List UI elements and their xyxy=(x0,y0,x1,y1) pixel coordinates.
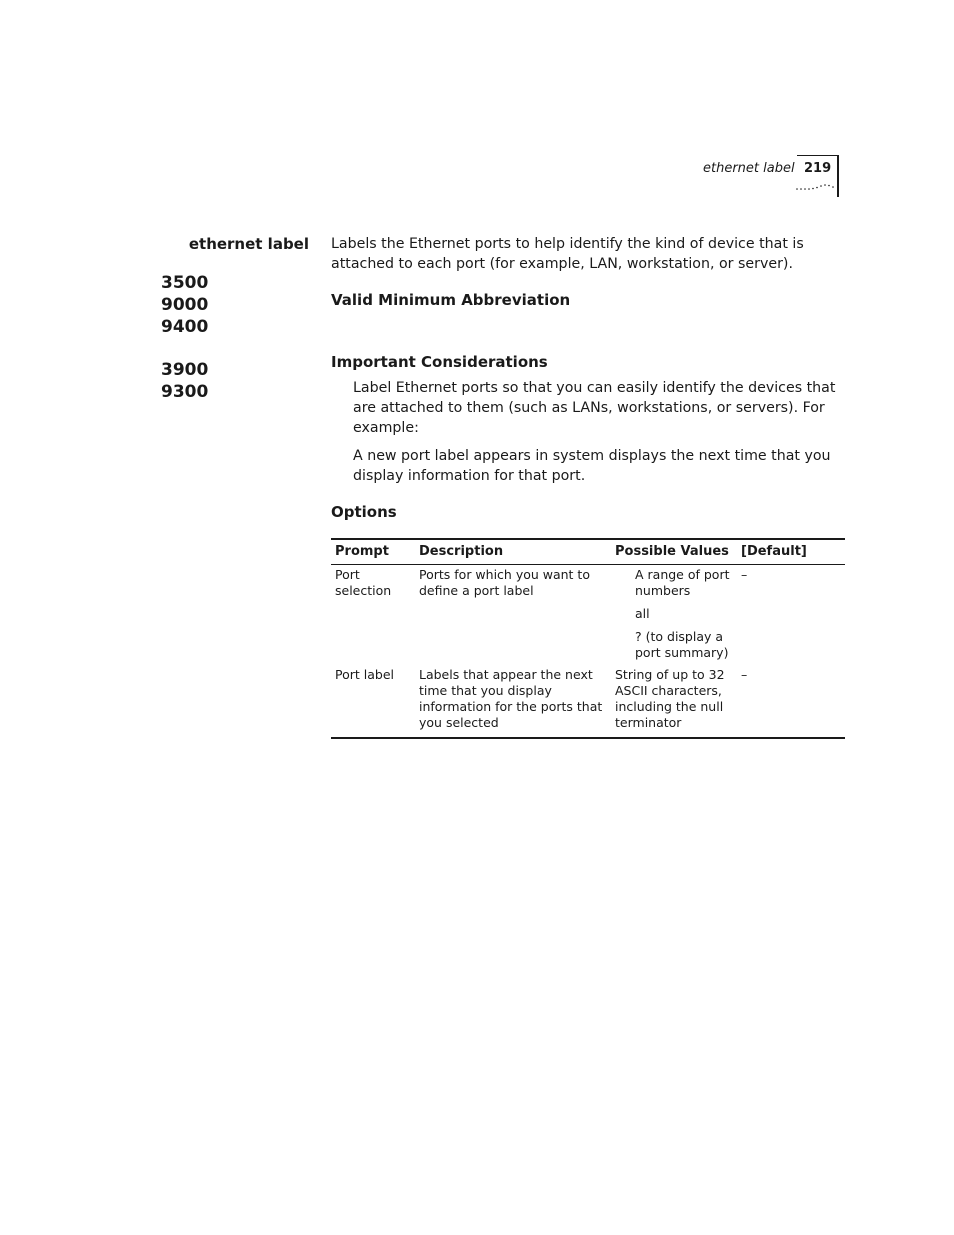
prompt-cell: Port selection xyxy=(335,567,392,598)
column-header: Possible Values xyxy=(611,539,737,565)
description-cell: Ports for which you want to define a port label xyxy=(419,567,590,598)
column-header: Description xyxy=(415,539,611,565)
page-number-frame-top xyxy=(797,155,839,156)
description-cell: Labels that appear the next time that you display information for the ports that you selected xyxy=(419,667,603,730)
valid-abbreviation-heading: Valid Minimum Abbreviation xyxy=(331,291,571,309)
options-table xyxy=(331,538,845,739)
platform-number: 3900 xyxy=(161,360,209,380)
decorative-dots-icon xyxy=(796,180,836,192)
platform-number: 9000 xyxy=(161,295,209,315)
default-cell: – xyxy=(741,567,748,582)
command-title: ethernet label xyxy=(188,235,309,253)
running-head: ethernet label xyxy=(703,161,795,176)
main-content xyxy=(331,234,845,739)
important-considerations-heading: Important Considerations xyxy=(331,353,548,371)
prompt-cell: Port label xyxy=(335,667,394,682)
values-cell: String of up to 32 ASCII characters, including the null terminator xyxy=(615,667,725,730)
values-cell xyxy=(611,565,737,668)
value-item: ? (to display a port summary) xyxy=(635,629,729,660)
column-header: [Default] xyxy=(737,539,845,565)
platform-number: 3500 xyxy=(161,273,209,293)
platform-list-2 xyxy=(161,359,208,403)
table-row xyxy=(331,565,845,668)
consideration-paragraph: Label Ethernet ports so that you can easily identify the devices that are attached to them (such as LANs, workstations, or servers). For example: xyxy=(353,380,836,436)
options-heading: Options xyxy=(331,503,397,521)
value-item: A range of port numbers xyxy=(635,567,730,598)
platform-number: 9300 xyxy=(161,382,209,402)
intro-paragraph: Labels the Ethernet ports to help identify the kind of device that is attached to each port (for example, LAN, workstation, or server). xyxy=(331,236,804,272)
values-list xyxy=(615,567,733,661)
default-cell: – xyxy=(741,667,748,682)
value-item: all xyxy=(635,606,650,621)
table-row xyxy=(331,667,845,738)
page-number-frame-side xyxy=(837,155,839,197)
column-header: Prompt xyxy=(331,539,415,565)
platform-number: 9400 xyxy=(161,317,209,337)
table-header-row xyxy=(331,539,845,565)
page-number: 219 xyxy=(804,161,832,176)
consideration-paragraph: A new port label appears in system displays the next time that you display information for that port. xyxy=(353,448,831,484)
platform-list-1 xyxy=(161,272,208,338)
